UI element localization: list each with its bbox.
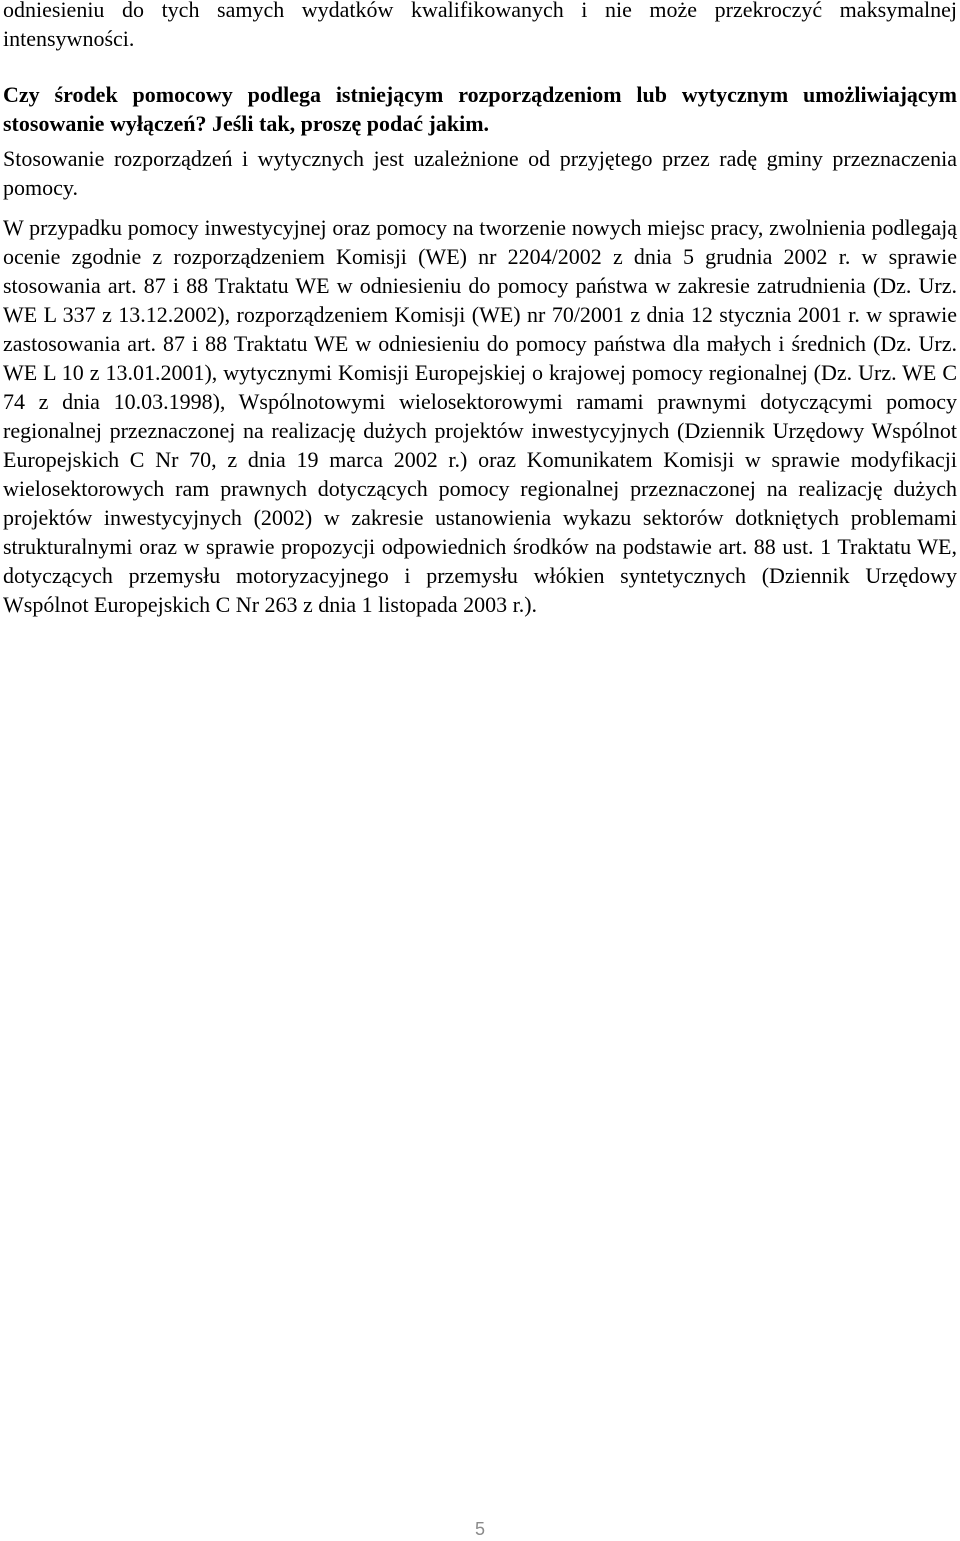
detail-paragraph: W przypadku pomocy inwestycyjnej oraz pomocy na tworzenie nowych miejsc pracy, zwolnienia podlegają ocenie zgodnie z rozporządzeniem Komisji (WE) nr 2204/2002 z dnia 5 grudnia 2002 r. w sprawie stosowania art. 87 i 88 Traktatu WE w odniesieniu do pomocy państwa w zakresie zatrudnienia (Dz. Urz. WE L 337 z 13.12.2002), rozporządzeniem Komisji (WE) nr 70/2001 z dnia 12 stycznia 2001 r. w sprawie zastosowania art. 87 i 88 Traktatu WE w odniesieniu do pomocy państwa dla małych i średnich (Dz. Urz. WE L 10 z 13.01.2001), wytycznymi Komisji Europejskiej o krajowej pomocy regionalnej (Dz. Urz. WE C 74 z dnia 10.03.1998), Wspólnotowymi wielosektorowymi ramami prawnymi dotyczącymi pomocy regionalnej przeznaczonej na realizację dużych projektów inwestycyjnych (Dziennik Urzędowy Wspólnot Europejskich C Nr 70, z dnia 19 marca 2002 r.) oraz Komunikatem Komisji w sprawie modyfikacji wielosektorowych ram prawnych dotyczących pomocy regionalnej przeznaczonej na realizację dużych projektów inwestycyjnych (2002) w zakresie ustanowienia wykazu sektorów dotkniętych problemami strukturalnymi oraz w sprawie propozycji odpowiednich środków na podstawie art. 88 ust. 1 Traktatu WE, dotyczących przemysłu motoryzacyjnego i przemysłu włókien syntetycznych (Dziennik Urzędowy Wspólnot Europejskich C Nr 263 z dnia 1 listopada 2003 r.). bbox=[3, 215, 957, 617]
continuation-paragraph: odniesieniu do tych samych wydatków kwalifikowanych i nie może przekroczyć maksymalnej intensywności. bbox=[3, 0, 957, 51]
document-body bbox=[3, 0, 957, 619]
page-number: 5 bbox=[474, 1519, 485, 1539]
question-paragraph: Czy środek pomocowy podlega istniejącym rozporządzeniom lub wytycznym umożliwiającym stosowanie wyłączeń? Jeśli tak, proszę podać jakim. bbox=[3, 82, 957, 136]
answer-paragraph: Stosowanie rozporządzeń i wytycznych jest uzależnione od przyjętego przez radę gminy przeznaczenia pomocy. bbox=[3, 146, 957, 200]
